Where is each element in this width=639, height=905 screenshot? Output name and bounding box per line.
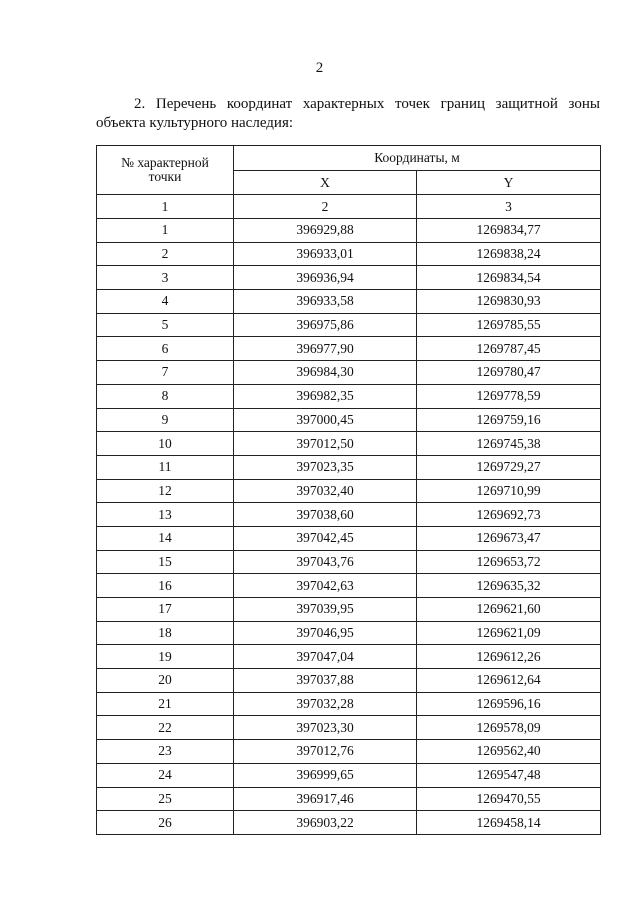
table-row: [97, 526, 601, 550]
y-coordinate-cell: 1269562,40: [417, 740, 601, 764]
point-number-cell: 13: [97, 503, 234, 527]
x-coordinate-cell: 397032,28: [234, 692, 417, 716]
point-number-cell: 25: [97, 787, 234, 811]
y-coordinate-cell: 1269596,16: [417, 692, 601, 716]
coordinates-table: [96, 145, 601, 835]
y-coordinate-cell: 1269673,47: [417, 526, 601, 550]
x-coordinate-cell: 396933,01: [234, 242, 417, 266]
point-number-cell: 26: [97, 811, 234, 835]
point-number-cell: 6: [97, 337, 234, 361]
table-row: [97, 266, 601, 290]
y-coordinate-cell: 1269621,60: [417, 598, 601, 622]
table-row: [97, 361, 601, 385]
x-coordinate-cell: 397038,60: [234, 503, 417, 527]
y-coordinate-cell: 1269834,77: [417, 219, 601, 243]
y-coordinate-cell: 1269830,93: [417, 290, 601, 314]
point-number-cell: 14: [97, 526, 234, 550]
x-coordinate-cell: 397000,45: [234, 408, 417, 432]
y-coordinate-cell: 1269729,27: [417, 455, 601, 479]
y-coordinate-cell: 1269745,38: [417, 432, 601, 456]
y-coordinate-cell: 1269692,73: [417, 503, 601, 527]
table-body: [97, 219, 601, 835]
point-number-cell: 8: [97, 384, 234, 408]
column-index-cell: 2: [234, 195, 417, 219]
point-number-cell: 2: [97, 242, 234, 266]
table-row: [97, 242, 601, 266]
y-coordinate-cell: 1269612,64: [417, 669, 601, 693]
table-row: [97, 337, 601, 361]
table-row: [97, 455, 601, 479]
point-number-cell: 24: [97, 763, 234, 787]
y-coordinate-cell: 1269578,09: [417, 716, 601, 740]
table-row: [97, 645, 601, 669]
table-row: [97, 432, 601, 456]
point-number-cell: 1: [97, 219, 234, 243]
x-coordinate-cell: 397043,76: [234, 550, 417, 574]
y-coordinate-cell: 1269778,59: [417, 384, 601, 408]
y-coordinate-cell: 1269780,47: [417, 361, 601, 385]
point-number-cell: 16: [97, 574, 234, 598]
y-coordinate-cell: 1269834,54: [417, 266, 601, 290]
table-row: [97, 219, 601, 243]
table-row: [97, 787, 601, 811]
table-row: [97, 669, 601, 693]
coordinates-header: Координаты, м: [234, 146, 601, 171]
y-coordinate-cell: 1269787,45: [417, 337, 601, 361]
y-coordinate-cell: 1269470,55: [417, 787, 601, 811]
y-coordinate-cell: 1269653,72: [417, 550, 601, 574]
table-row: [97, 716, 601, 740]
point-number-cell: 20: [97, 669, 234, 693]
x-coordinate-cell: 397032,40: [234, 479, 417, 503]
y-coordinate-cell: 1269785,55: [417, 313, 601, 337]
table-row: [97, 503, 601, 527]
y-coordinate-cell: 1269612,26: [417, 645, 601, 669]
table-row: [97, 313, 601, 337]
x-coordinate-cell: 396984,30: [234, 361, 417, 385]
point-number-cell: 18: [97, 621, 234, 645]
table-row: [97, 574, 601, 598]
y-coordinate-cell: 1269547,48: [417, 763, 601, 787]
table-row: [97, 598, 601, 622]
x-header: X: [234, 171, 417, 195]
x-coordinate-cell: 396917,46: [234, 787, 417, 811]
x-coordinate-cell: 397042,63: [234, 574, 417, 598]
y-header: Y: [417, 171, 601, 195]
y-coordinate-cell: 1269710,99: [417, 479, 601, 503]
x-coordinate-cell: 396929,88: [234, 219, 417, 243]
table-header-row: [97, 146, 601, 171]
table-row: [97, 740, 601, 764]
y-coordinate-cell: 1269635,32: [417, 574, 601, 598]
y-coordinate-cell: 1269838,24: [417, 242, 601, 266]
section-heading: 2. Перечень координат характерных точек границ защитной зоны объекта культурного наследия:: [96, 96, 600, 131]
x-coordinate-cell: 396982,35: [234, 384, 417, 408]
point-number-cell: 15: [97, 550, 234, 574]
x-coordinate-cell: 397023,35: [234, 455, 417, 479]
x-coordinate-cell: 397047,04: [234, 645, 417, 669]
table-row: [97, 479, 601, 503]
point-number-cell: 5: [97, 313, 234, 337]
x-coordinate-cell: 396936,94: [234, 266, 417, 290]
column-index-cell: 1: [97, 195, 234, 219]
x-coordinate-cell: 397042,45: [234, 526, 417, 550]
y-coordinate-cell: 1269458,14: [417, 811, 601, 835]
point-number-cell: 19: [97, 645, 234, 669]
y-coordinate-cell: 1269621,09: [417, 621, 601, 645]
x-coordinate-cell: 397012,76: [234, 740, 417, 764]
x-coordinate-cell: 396933,58: [234, 290, 417, 314]
table-row: [97, 811, 601, 835]
x-coordinate-cell: 397037,88: [234, 669, 417, 693]
point-number-cell: 17: [97, 598, 234, 622]
y-coordinate-cell: 1269759,16: [417, 408, 601, 432]
page-number: 2: [315, 60, 324, 76]
table-row: [97, 408, 601, 432]
point-number-cell: 12: [97, 479, 234, 503]
x-coordinate-cell: 397012,50: [234, 432, 417, 456]
point-number-cell: 10: [97, 432, 234, 456]
x-coordinate-cell: 396999,65: [234, 763, 417, 787]
table-row: [97, 290, 601, 314]
column-index-cell: 3: [417, 195, 601, 219]
x-coordinate-cell: 396975,86: [234, 313, 417, 337]
point-number-header-line1: № характерной: [121, 155, 209, 170]
point-number-cell: 4: [97, 290, 234, 314]
point-number-cell: 7: [97, 361, 234, 385]
table-row: [97, 621, 601, 645]
x-coordinate-cell: 397039,95: [234, 598, 417, 622]
point-number-cell: 9: [97, 408, 234, 432]
point-number-header-line2: точки: [148, 169, 182, 184]
point-number-cell: 22: [97, 716, 234, 740]
x-coordinate-cell: 397023,30: [234, 716, 417, 740]
point-number-cell: 21: [97, 692, 234, 716]
table-row: [97, 384, 601, 408]
x-coordinate-cell: 396903,22: [234, 811, 417, 835]
point-number-cell: 3: [97, 266, 234, 290]
point-number-header: [97, 146, 234, 195]
point-number-cell: 23: [97, 740, 234, 764]
point-number-cell: 11: [97, 455, 234, 479]
table-row: [97, 550, 601, 574]
x-coordinate-cell: 397046,95: [234, 621, 417, 645]
x-coordinate-cell: 396977,90: [234, 337, 417, 361]
table-row: [97, 763, 601, 787]
column-index-row: [97, 195, 601, 219]
table-row: [97, 692, 601, 716]
